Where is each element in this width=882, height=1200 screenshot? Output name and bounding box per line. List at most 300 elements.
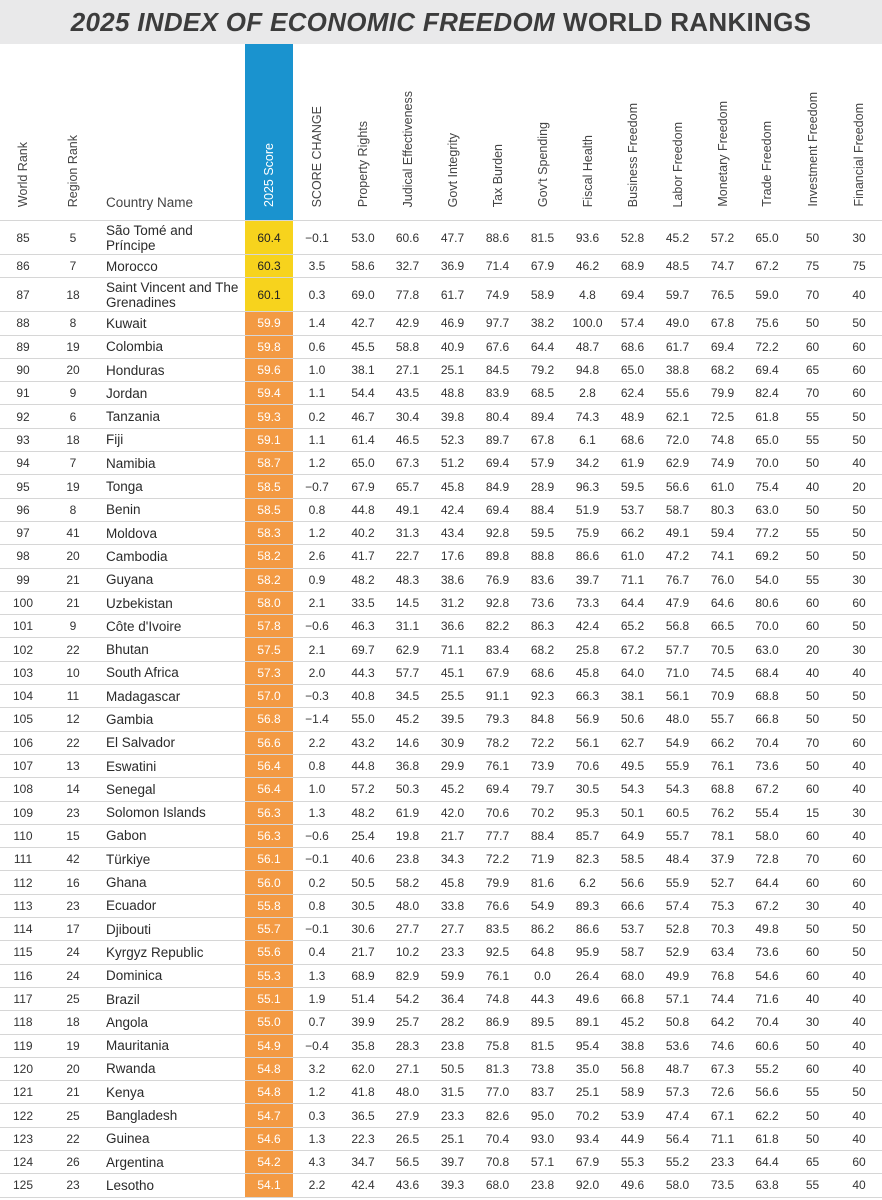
labor-freedom-cell: 48.4: [655, 848, 700, 871]
judicial-effectiveness-cell: 58.2: [385, 871, 430, 894]
table-row: [0, 405, 882, 428]
tax-burden-cell: 92.5: [475, 941, 520, 964]
govt-spending-cell: 73.8: [520, 1057, 565, 1080]
labor-freedom-cell: 76.7: [655, 568, 700, 591]
judicial-effectiveness-cell: 27.7: [385, 918, 430, 941]
financial-freedom-cell: 50: [836, 615, 882, 638]
trade-freedom-cell: 73.6: [745, 941, 789, 964]
judicial-effectiveness-cell: 32.7: [385, 255, 430, 278]
property-rights-cell: 40.6: [341, 848, 385, 871]
business-freedom-cell: 57.4: [610, 312, 655, 335]
judicial-effectiveness-cell: 46.5: [385, 428, 430, 451]
financial-freedom-cell: 40: [836, 1057, 882, 1080]
property-rights-cell: 40.2: [341, 521, 385, 544]
world-rank-cell: 88: [0, 312, 46, 335]
region-rank-cell: 5: [46, 221, 100, 255]
trade-freedom-cell: 55.4: [745, 801, 789, 824]
table-row: [0, 428, 882, 451]
region-rank-cell: 19: [46, 475, 100, 498]
property-rights-cell: 65.0: [341, 452, 385, 475]
score-change-cell: 2.1: [293, 591, 341, 614]
trade-freedom-cell: 62.2: [745, 1104, 789, 1127]
judicial-effectiveness-cell: 61.9: [385, 801, 430, 824]
judicial-effectiveness-cell: 49.1: [385, 498, 430, 521]
table-row: [0, 335, 882, 358]
business-freedom-cell: 58.5: [610, 848, 655, 871]
country-name-cell: Kenya: [100, 1081, 245, 1104]
govt-spending-cell: 64.8: [520, 941, 565, 964]
govt-spending-cell: 95.0: [520, 1104, 565, 1127]
country-name-cell: Brazil: [100, 987, 245, 1010]
monetary-freedom-cell: 67.8: [700, 312, 745, 335]
region-rank-cell: 22: [46, 731, 100, 754]
investment-freedom-cell: 65: [789, 358, 836, 381]
property-rights-cell: 61.4: [341, 428, 385, 451]
labor-freedom-cell: 54.9: [655, 731, 700, 754]
table-row: [0, 475, 882, 498]
govt-integrity-cell: 45.2: [430, 778, 475, 801]
fiscal-health-cell: 6.2: [565, 871, 610, 894]
score-cell: 54.8: [245, 1081, 293, 1104]
labor-freedom-cell: 54.3: [655, 778, 700, 801]
judicial-effectiveness-cell: 28.3: [385, 1034, 430, 1057]
country-name-cell: Tanzania: [100, 405, 245, 428]
tax-burden-cell: 68.0: [475, 1174, 520, 1197]
property-rights-cell: 43.2: [341, 731, 385, 754]
score-cell: 55.6: [245, 941, 293, 964]
country-name-cell: Rwanda: [100, 1057, 245, 1080]
country-name-cell: Benin: [100, 498, 245, 521]
score-cell: 56.6: [245, 731, 293, 754]
fiscal-health-cell: 35.0: [565, 1057, 610, 1080]
financial-freedom-cell: 30: [836, 221, 882, 255]
trade-freedom-cell: 54.6: [745, 964, 789, 987]
business-freedom-cell: 38.8: [610, 1034, 655, 1057]
labor-freedom-cell: 48.7: [655, 1057, 700, 1080]
business-freedom-cell: 49.5: [610, 754, 655, 777]
financial-freedom-cell: 40: [836, 278, 882, 312]
financial-freedom-cell: 60: [836, 358, 882, 381]
govt-spending-cell: 72.2: [520, 731, 565, 754]
score-cell: 54.8: [245, 1057, 293, 1080]
labor-freedom-cell: 47.4: [655, 1104, 700, 1127]
country-name-cell: Ecuador: [100, 894, 245, 917]
world-rank-cell: 124: [0, 1150, 46, 1173]
govt-integrity-cell: 34.3: [430, 848, 475, 871]
monetary-freedom-cell: 74.8: [700, 428, 745, 451]
score-change-cell: 0.2: [293, 871, 341, 894]
world-rank-cell: 125: [0, 1174, 46, 1197]
region-rank-cell: 20: [46, 545, 100, 568]
tax-burden-cell: 72.2: [475, 848, 520, 871]
monetary-freedom-cell: 74.6: [700, 1034, 745, 1057]
score-change-cell: −0.1: [293, 848, 341, 871]
tax-burden-cell: 69.4: [475, 498, 520, 521]
world-rank-cell: 121: [0, 1081, 46, 1104]
property-rights-cell: 54.4: [341, 382, 385, 405]
trade-freedom-cell: 63.8: [745, 1174, 789, 1197]
financial-freedom-cell: 75: [836, 255, 882, 278]
investment-freedom-cell: 50: [789, 545, 836, 568]
business-freedom-cell: 69.4: [610, 278, 655, 312]
region-rank-cell: 41: [46, 521, 100, 544]
investment-freedom-cell: 50: [789, 221, 836, 255]
score-cell: 56.4: [245, 754, 293, 777]
region-rank-cell: 22: [46, 638, 100, 661]
investment-freedom-cell: 40: [789, 661, 836, 684]
trade-freedom-cell: 49.8: [745, 918, 789, 941]
tax-burden-cell: 70.4: [475, 1127, 520, 1150]
table-row: [0, 661, 882, 684]
world-rank-cell: 119: [0, 1034, 46, 1057]
govt-spending-cell: 28.9: [520, 475, 565, 498]
fiscal-health-cell: 45.8: [565, 661, 610, 684]
govt-integrity-cell: 31.5: [430, 1081, 475, 1104]
monetary-freedom-cell: 75.3: [700, 894, 745, 917]
monetary-freedom-cell: 70.9: [700, 685, 745, 708]
tax-burden-cell: 76.9: [475, 568, 520, 591]
score-cell: 56.4: [245, 778, 293, 801]
monetary-freedom-cell: 76.8: [700, 964, 745, 987]
investment-freedom-cell: 60: [789, 778, 836, 801]
country-name-cell: Fiji: [100, 428, 245, 451]
tax-burden-cell: 83.4: [475, 638, 520, 661]
labor-freedom-cell: 61.7: [655, 335, 700, 358]
business-freedom-cell: 38.1: [610, 685, 655, 708]
fiscal-health-cell: 82.3: [565, 848, 610, 871]
header-score-change: SCORE CHANGE: [310, 105, 324, 207]
investment-freedom-cell: 60: [789, 871, 836, 894]
region-rank-cell: 26: [46, 1150, 100, 1173]
region-rank-cell: 42: [46, 848, 100, 871]
business-freedom-cell: 66.6: [610, 894, 655, 917]
financial-freedom-cell: 60: [836, 591, 882, 614]
score-cell: 56.1: [245, 848, 293, 871]
region-rank-cell: 6: [46, 405, 100, 428]
business-freedom-cell: 68.9: [610, 255, 655, 278]
trade-freedom-cell: 61.8: [745, 1127, 789, 1150]
monetary-freedom-cell: 76.2: [700, 801, 745, 824]
trade-freedom-cell: 64.4: [745, 1150, 789, 1173]
score-change-cell: −0.1: [293, 918, 341, 941]
score-cell: 55.7: [245, 918, 293, 941]
property-rights-cell: 45.5: [341, 335, 385, 358]
trade-freedom-cell: 63.0: [745, 638, 789, 661]
property-rights-cell: 57.2: [341, 778, 385, 801]
region-rank-cell: 7: [46, 255, 100, 278]
financial-freedom-cell: 40: [836, 1011, 882, 1034]
world-rank-cell: 120: [0, 1057, 46, 1080]
table-row: [0, 848, 882, 871]
region-rank-cell: 23: [46, 1174, 100, 1197]
govt-integrity-cell: 43.4: [430, 521, 475, 544]
trade-freedom-cell: 64.4: [745, 871, 789, 894]
table-row: [0, 1174, 882, 1197]
financial-freedom-cell: 40: [836, 1034, 882, 1057]
tax-burden-cell: 80.4: [475, 405, 520, 428]
table-row: [0, 964, 882, 987]
region-rank-cell: 23: [46, 894, 100, 917]
header-govt-spending: Gov't Spending: [535, 121, 550, 207]
header-fiscal-health: Fiscal Health: [580, 134, 595, 207]
business-freedom-cell: 53.9: [610, 1104, 655, 1127]
investment-freedom-cell: 55: [789, 568, 836, 591]
investment-freedom-cell: 70: [789, 848, 836, 871]
investment-freedom-cell: 60: [789, 335, 836, 358]
property-rights-cell: 46.7: [341, 405, 385, 428]
trade-freedom-cell: 61.8: [745, 405, 789, 428]
score-change-cell: 0.4: [293, 941, 341, 964]
trade-freedom-cell: 82.4: [745, 382, 789, 405]
world-rank-cell: 90: [0, 358, 46, 381]
trade-freedom-cell: 54.0: [745, 568, 789, 591]
table-row: [0, 754, 882, 777]
financial-freedom-cell: 40: [836, 824, 882, 847]
business-freedom-cell: 59.5: [610, 475, 655, 498]
title-emphasis: 2025 INDEX OF ECONOMIC FREEDOM: [70, 6, 555, 37]
score-cell: 58.3: [245, 521, 293, 544]
table-row: [0, 708, 882, 731]
score-cell: 57.0: [245, 685, 293, 708]
country-name-cell: Namibia: [100, 452, 245, 475]
govt-integrity-cell: 23.3: [430, 1104, 475, 1127]
govt-spending-cell: 86.3: [520, 615, 565, 638]
business-freedom-cell: 68.6: [610, 335, 655, 358]
region-rank-cell: 17: [46, 918, 100, 941]
fiscal-health-cell: 94.8: [565, 358, 610, 381]
fiscal-health-cell: 86.6: [565, 545, 610, 568]
trade-freedom-cell: 68.8: [745, 685, 789, 708]
world-rank-cell: 94: [0, 452, 46, 475]
financial-freedom-cell: 50: [836, 1081, 882, 1104]
score-cell: 55.8: [245, 894, 293, 917]
world-rank-cell: 103: [0, 661, 46, 684]
property-rights-cell: 38.1: [341, 358, 385, 381]
investment-freedom-cell: 60: [789, 824, 836, 847]
table-row: [0, 255, 882, 278]
govt-integrity-cell: 40.9: [430, 335, 475, 358]
header-judicial-effectiveness: Judical Effectiveness: [400, 90, 415, 207]
tax-burden-cell: 84.5: [475, 358, 520, 381]
fiscal-health-cell: 56.1: [565, 731, 610, 754]
financial-freedom-cell: 60: [836, 382, 882, 405]
score-change-cell: 1.1: [293, 382, 341, 405]
judicial-effectiveness-cell: 45.2: [385, 708, 430, 731]
investment-freedom-cell: 70: [789, 278, 836, 312]
region-rank-cell: 25: [46, 1104, 100, 1127]
country-name-cell: Madagascar: [100, 685, 245, 708]
header-monetary-freedom: Monetary Freedom: [715, 101, 730, 207]
govt-integrity-cell: 21.7: [430, 824, 475, 847]
monetary-freedom-cell: 68.8: [700, 778, 745, 801]
table-row: [0, 941, 882, 964]
labor-freedom-cell: 57.1: [655, 987, 700, 1010]
monetary-freedom-cell: 66.5: [700, 615, 745, 638]
business-freedom-cell: 64.0: [610, 661, 655, 684]
property-rights-cell: 68.9: [341, 964, 385, 987]
tax-burden-cell: 67.6: [475, 335, 520, 358]
govt-integrity-cell: 42.0: [430, 801, 475, 824]
govt-integrity-cell: 48.8: [430, 382, 475, 405]
govt-spending-cell: 54.9: [520, 894, 565, 917]
trade-freedom-cell: 75.6: [745, 312, 789, 335]
fiscal-health-cell: 93.6: [565, 221, 610, 255]
trade-freedom-cell: 67.2: [745, 255, 789, 278]
score-change-cell: 2.2: [293, 731, 341, 754]
financial-freedom-cell: 40: [836, 1174, 882, 1197]
investment-freedom-cell: 70: [789, 731, 836, 754]
tax-burden-cell: 92.8: [475, 591, 520, 614]
region-rank-cell: 21: [46, 591, 100, 614]
score-cell: 54.7: [245, 1104, 293, 1127]
labor-freedom-cell: 55.2: [655, 1150, 700, 1173]
region-rank-cell: 25: [46, 987, 100, 1010]
monetary-freedom-cell: 61.0: [700, 475, 745, 498]
country-name-cell: Saint Vincent and The Grenadines: [100, 278, 245, 312]
judicial-effectiveness-cell: 62.9: [385, 638, 430, 661]
tax-burden-cell: 69.4: [475, 452, 520, 475]
fiscal-health-cell: 4.8: [565, 278, 610, 312]
table-row: [0, 731, 882, 754]
business-freedom-cell: 44.9: [610, 1127, 655, 1150]
trade-freedom-cell: 66.8: [745, 708, 789, 731]
property-rights-cell: 50.5: [341, 871, 385, 894]
business-freedom-cell: 61.0: [610, 545, 655, 568]
fiscal-health-cell: 100.0: [565, 312, 610, 335]
monetary-freedom-cell: 55.7: [700, 708, 745, 731]
labor-freedom-cell: 56.6: [655, 475, 700, 498]
business-freedom-cell: 64.9: [610, 824, 655, 847]
govt-integrity-cell: 23.3: [430, 941, 475, 964]
govt-integrity-cell: 23.8: [430, 1034, 475, 1057]
labor-freedom-cell: 57.4: [655, 894, 700, 917]
business-freedom-cell: 58.9: [610, 1081, 655, 1104]
govt-integrity-cell: 39.5: [430, 708, 475, 731]
property-rights-cell: 40.8: [341, 685, 385, 708]
judicial-effectiveness-cell: 31.1: [385, 615, 430, 638]
page-title: [0, 0, 882, 44]
world-rank-cell: 100: [0, 591, 46, 614]
monetary-freedom-cell: 70.5: [700, 638, 745, 661]
tax-burden-cell: 76.6: [475, 894, 520, 917]
labor-freedom-cell: 55.7: [655, 824, 700, 847]
region-rank-cell: 18: [46, 278, 100, 312]
score-change-cell: 1.2: [293, 521, 341, 544]
govt-integrity-cell: 29.9: [430, 754, 475, 777]
property-rights-cell: 42.4: [341, 1174, 385, 1197]
header-tax-burden: Tax Burden: [490, 143, 505, 207]
property-rights-cell: 41.7: [341, 545, 385, 568]
region-rank-cell: 21: [46, 1081, 100, 1104]
score-cell: 58.0: [245, 591, 293, 614]
world-rank-cell: 99: [0, 568, 46, 591]
business-freedom-cell: 53.7: [610, 918, 655, 941]
score-change-cell: 0.7: [293, 1011, 341, 1034]
judicial-effectiveness-cell: 54.2: [385, 987, 430, 1010]
investment-freedom-cell: 55: [789, 405, 836, 428]
labor-freedom-cell: 55.9: [655, 754, 700, 777]
header-property-rights: Property Rights: [356, 120, 370, 207]
fiscal-health-cell: 48.7: [565, 335, 610, 358]
govt-integrity-cell: 36.9: [430, 255, 475, 278]
govt-integrity-cell: 31.2: [430, 591, 475, 614]
labor-freedom-cell: 48.5: [655, 255, 700, 278]
world-rank-cell: 106: [0, 731, 46, 754]
financial-freedom-cell: 50: [836, 685, 882, 708]
monetary-freedom-cell: 37.9: [700, 848, 745, 871]
property-rights-cell: 69.0: [341, 278, 385, 312]
govt-integrity-cell: 51.2: [430, 452, 475, 475]
judicial-effectiveness-cell: 48.3: [385, 568, 430, 591]
labor-freedom-cell: 45.2: [655, 221, 700, 255]
rankings-table: [0, 44, 882, 1198]
investment-freedom-cell: 50: [789, 1034, 836, 1057]
govt-integrity-cell: 33.8: [430, 894, 475, 917]
property-rights-cell: 69.7: [341, 638, 385, 661]
trade-freedom-cell: 75.4: [745, 475, 789, 498]
score-change-cell: 1.3: [293, 964, 341, 987]
financial-freedom-cell: 50: [836, 428, 882, 451]
table-row: [0, 778, 882, 801]
tax-burden-cell: 79.3: [475, 708, 520, 731]
score-change-cell: 1.3: [293, 1127, 341, 1150]
financial-freedom-cell: 40: [836, 1127, 882, 1150]
judicial-effectiveness-cell: 60.6: [385, 221, 430, 255]
table-row: [0, 1127, 882, 1150]
labor-freedom-cell: 56.8: [655, 615, 700, 638]
monetary-freedom-cell: 67.1: [700, 1104, 745, 1127]
score-change-cell: 0.9: [293, 568, 341, 591]
govt-integrity-cell: 59.9: [430, 964, 475, 987]
monetary-freedom-cell: 72.6: [700, 1081, 745, 1104]
trade-freedom-cell: 70.0: [745, 452, 789, 475]
monetary-freedom-cell: 76.1: [700, 754, 745, 777]
labor-freedom-cell: 49.9: [655, 964, 700, 987]
region-rank-cell: 14: [46, 778, 100, 801]
govt-spending-cell: 81.5: [520, 221, 565, 255]
table-row: [0, 1034, 882, 1057]
govt-integrity-cell: 30.9: [430, 731, 475, 754]
financial-freedom-cell: 40: [836, 452, 882, 475]
table-row: [0, 685, 882, 708]
fiscal-health-cell: 95.3: [565, 801, 610, 824]
govt-spending-cell: 88.4: [520, 498, 565, 521]
fiscal-health-cell: 2.8: [565, 382, 610, 405]
region-rank-cell: 11: [46, 685, 100, 708]
tax-burden-cell: 70.8: [475, 1150, 520, 1173]
table-row: [0, 358, 882, 381]
region-rank-cell: 20: [46, 358, 100, 381]
world-rank-cell: 117: [0, 987, 46, 1010]
judicial-effectiveness-cell: 36.8: [385, 754, 430, 777]
govt-spending-cell: 89.5: [520, 1011, 565, 1034]
score-cell: 60.3: [245, 255, 293, 278]
investment-freedom-cell: 55: [789, 428, 836, 451]
trade-freedom-cell: 65.0: [745, 221, 789, 255]
govt-integrity-cell: 25.5: [430, 685, 475, 708]
fiscal-health-cell: 92.0: [565, 1174, 610, 1197]
world-rank-cell: 102: [0, 638, 46, 661]
country-name-cell: Bhutan: [100, 638, 245, 661]
trade-freedom-cell: 72.2: [745, 335, 789, 358]
property-rights-cell: 35.8: [341, 1034, 385, 1057]
monetary-freedom-cell: 79.9: [700, 382, 745, 405]
labor-freedom-cell: 52.8: [655, 918, 700, 941]
business-freedom-cell: 65.2: [610, 615, 655, 638]
tax-burden-cell: 71.4: [475, 255, 520, 278]
monetary-freedom-cell: 74.7: [700, 255, 745, 278]
property-rights-cell: 44.8: [341, 498, 385, 521]
